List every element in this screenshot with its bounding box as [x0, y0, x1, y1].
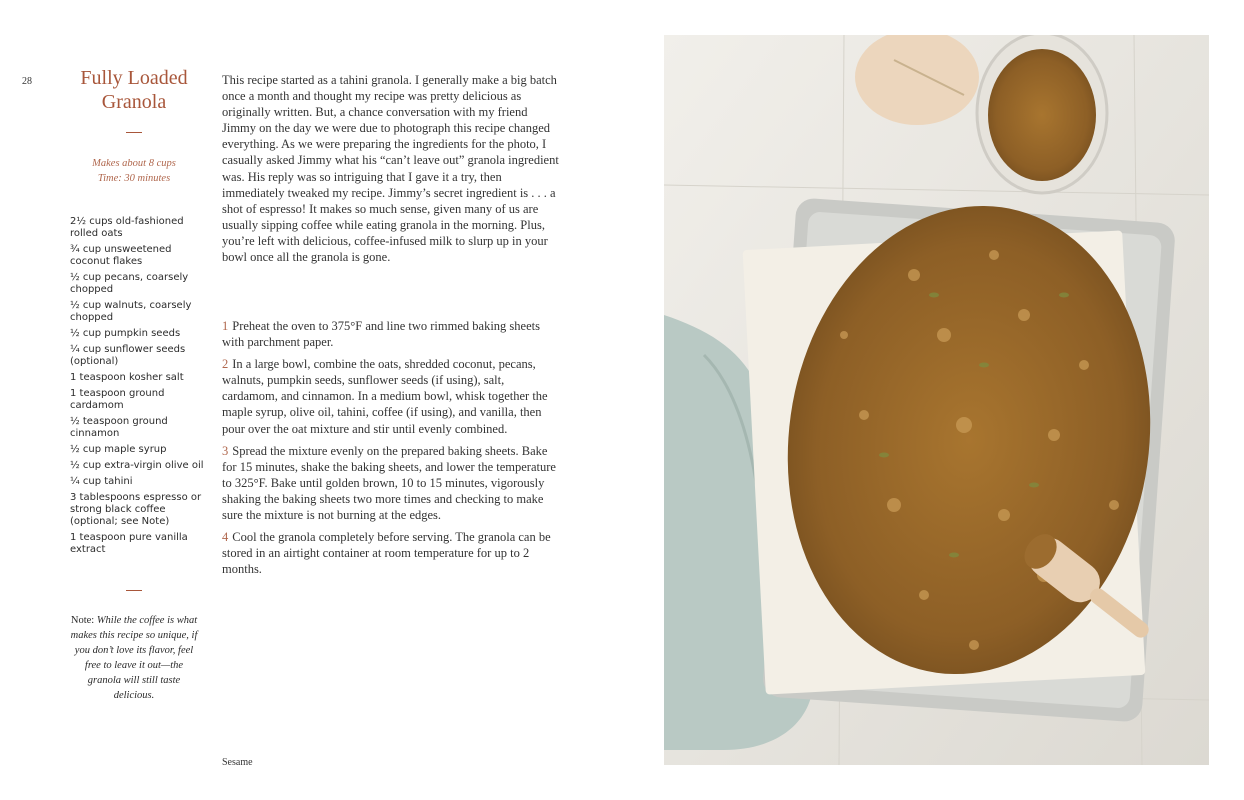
- ingredient-item: 3 tablespoons espresso or strong black coffee (optional; see Note): [70, 492, 202, 527]
- step-text: In a large bowl, combine the oats, shredded coconut, pecans, walnuts, pumpkin seeds, sunflower seeds (if using), salt, cardamom, and cinnamon. In a medium bowl, whisk together the maple syrup, olive oil, tahini, coffee (if using), and vanilla, then pour over the oat mixture and stir until evenly combined.: [222, 357, 548, 436]
- method-step: [222, 529, 560, 577]
- method-step: [222, 443, 560, 523]
- step-number: 4: [222, 530, 229, 545]
- ingredient-item: 1 teaspoon kosher salt: [70, 372, 184, 383]
- ingredient-item: ½ cup maple syrup: [70, 444, 167, 455]
- recipe-note: [70, 613, 198, 703]
- note-text: While the coffee is what makes this recipe so unique, if you don’t love its flavor, feel free to leave it out—the granola will still taste delicious.: [70, 615, 198, 701]
- ingredient-item: ¼ cup tahini: [70, 476, 133, 487]
- ingredient-item: 1 teaspoon ground cardamom: [70, 388, 165, 411]
- ingredient-item: 1 teaspoon pure vanilla extract: [70, 532, 188, 555]
- page-footer: Sesame: [222, 757, 253, 768]
- recipe-title: Fully Loaded Granola: [80, 67, 188, 113]
- note-label: Note:: [70, 615, 95, 626]
- ingredient-item: ¾ cup unsweetened coconut flakes: [70, 244, 172, 267]
- note-divider: [126, 590, 142, 591]
- ingredient-item: ¼ cup sunflower seeds (optional): [70, 344, 186, 367]
- granola-photo: [664, 35, 1209, 765]
- granola-photo-illustration: [664, 35, 1209, 765]
- recipe-yield: Makes about 8 cups: [92, 158, 176, 169]
- ingredient-item: ½ teaspoon ground cinnamon: [70, 416, 168, 439]
- step-text: Spread the mixture evenly on the prepared baking sheets. Bake for 15 minutes, shake the baking sheets, and lower the temperature to 325°F. Bake until golden brown, 10 to 15 minutes, vigorously shaking the baking sheets two more times and checking to make sure the mixture is not burning at the edges.: [222, 443, 556, 523]
- step-text: Cool the granola completely before serving. The granola can be stored in an airtight container at room temperature for up to 2 months.: [222, 530, 551, 577]
- step-text: Preheat the oven to 375°F and line two rimmed baking sheets with parchment paper.: [222, 319, 540, 350]
- method-step: [222, 318, 560, 350]
- ingredient-item: ½ cup extra-virgin olive oil: [70, 460, 204, 471]
- page-number: 28: [22, 76, 32, 87]
- method-step: [222, 356, 560, 436]
- jar-granola: [988, 49, 1096, 181]
- recipe-meta: [66, 156, 202, 186]
- ingredient-item: ½ cup pumpkin seeds: [70, 328, 181, 339]
- step-number: 3: [222, 443, 229, 458]
- ingredient-list: [70, 216, 210, 560]
- step-number: 1: [222, 319, 229, 333]
- step-number: 2: [222, 357, 229, 372]
- title-divider: [126, 132, 142, 133]
- ingredient-item: ½ cup walnuts, coarsely chopped: [70, 300, 192, 323]
- ingredient-item: ½ cup pecans, coarsely chopped: [70, 272, 189, 295]
- ingredient-item: 2½ cups old-fashioned rolled oats: [70, 216, 184, 239]
- intro-paragraph: This recipe started as a tahini granola. I generally make a big batch once a month and thought my recipe was pretty delicious as originally written. But, a chance conversation with my friend Jimmy on the day we were due to photograph this recipe changed everything. As we were preparing the ingredients for the photo, I casually asked Jimmy what his “can’t leave out” granola ingredient was. His reply was so intriguing that I gave it a try, then immediately tweaked my recipe. Jimmy’s secret ingredient is . . . a shot of espresso! It makes so much sense, given many of us are usually sipping coffee while eating granola in the morning. Plus, you’re left with delicious, coffee-infused milk to slurp up in your bowl once all the granola is gone.: [222, 73, 559, 265]
- recipe-time: Time: 30 minutes: [97, 173, 171, 184]
- method-steps: [222, 318, 560, 583]
